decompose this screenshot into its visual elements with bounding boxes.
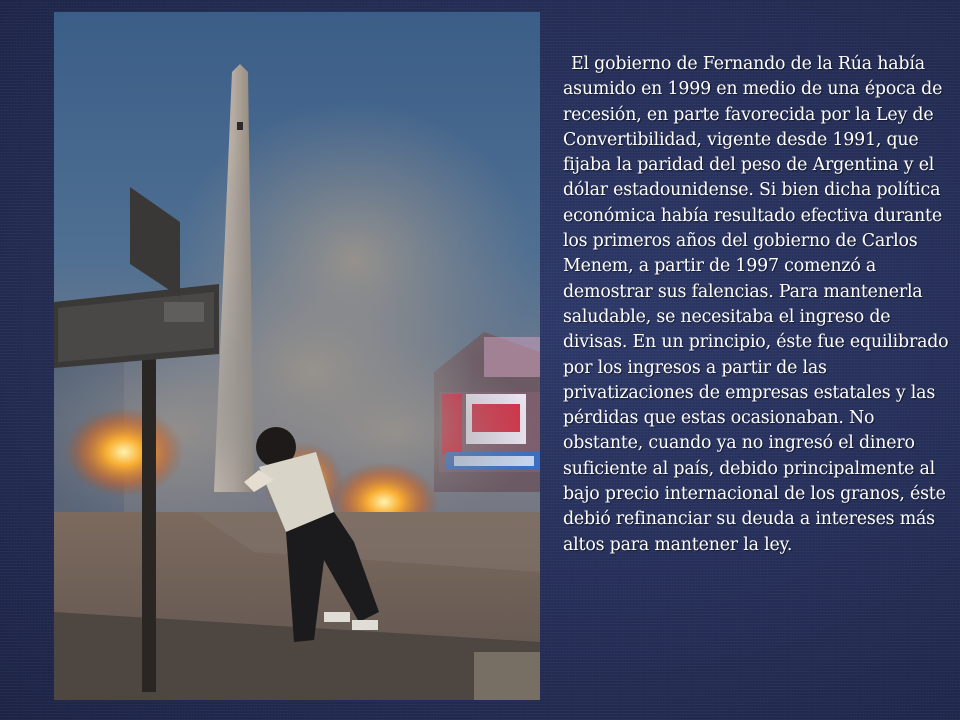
riot-scene-image [54, 12, 540, 700]
body-paragraph: El gobierno de Fernando de la Rúa había asumido en 1999 en medio de una época de recesión, en parte favorecida por la Ley de Convertibilidad, vigente desde 1991, que fijaba la paridad del peso de Argentina y el dólar estadounidense. Si bien dicha política económica había resultado efectiva durante los primeros años del gobierno de Carlos Menem, a partir de 1997 comenzó a demostrar sus falencias. Para mantenerla saludable, se necesitaba el ingreso de divisas. En un principio, éste fue equilibrado por los ingresos a partir de las privatizaciones de empresas estatales y las pérdidas que estas ocasionaban. No obstante, cuando ya no ingresó el dinero suficiente al país, debido principalmente al bajo precio internacional de los granos, éste debió refinanciar su deuda a intereses más altos para mantener la ley. [563, 54, 949, 555]
slide-photo [54, 12, 540, 700]
slide-body-text [563, 52, 953, 558]
